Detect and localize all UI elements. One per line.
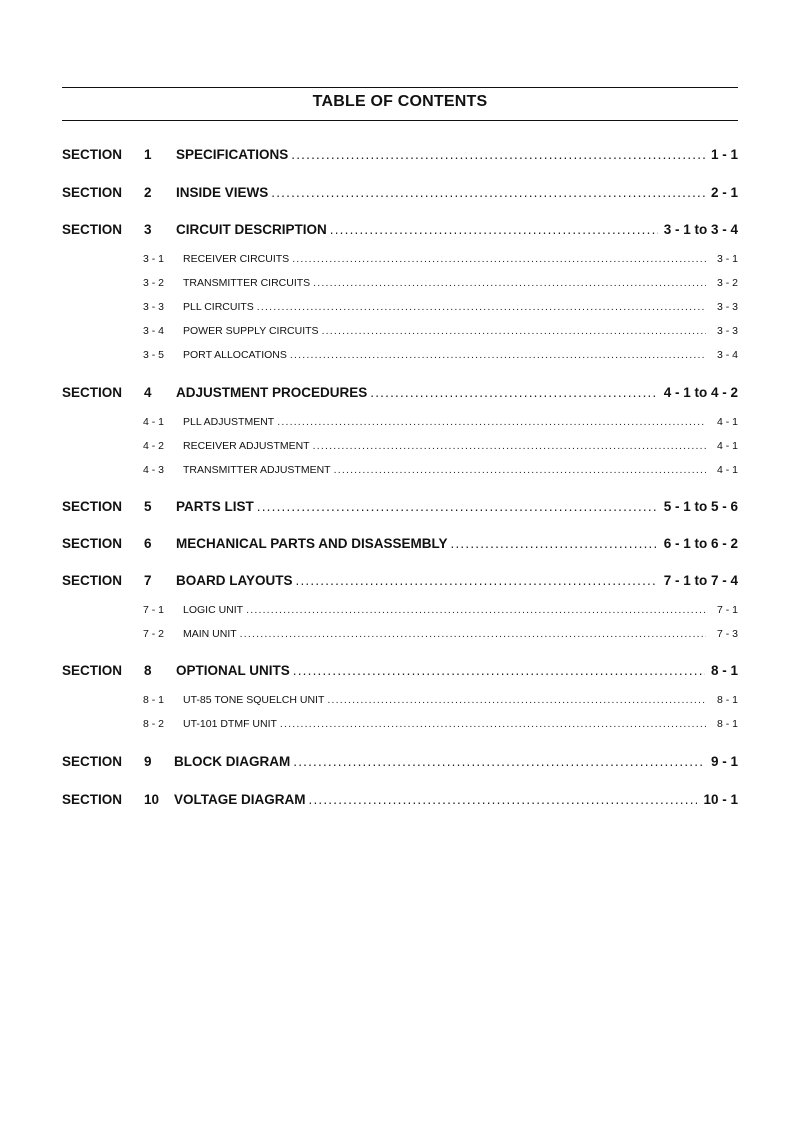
subsection-number: 7 - 1 (143, 604, 165, 616)
subsection-number: 4 - 2 (143, 440, 165, 452)
section-number: 3 (144, 222, 152, 237)
dot-leader (257, 497, 658, 517)
dot-leader (313, 275, 706, 291)
section-title: ADJUSTMENT PROCEDURES (176, 385, 368, 400)
section-label: SECTION (62, 536, 123, 551)
toc-subsection-4-3[interactable] (143, 462, 738, 478)
section-page: 1 - 1 (710, 147, 738, 162)
section-page: 3 - 1 to 3 - 4 (663, 222, 738, 237)
subsection-number: 8 - 1 (143, 694, 165, 706)
subsection-number: 3 - 4 (143, 325, 165, 337)
toc-subsection-4-1[interactable] (143, 414, 738, 430)
subsection-page: 3 - 2 (716, 277, 738, 289)
section-number: 2 (144, 185, 152, 200)
subsection-title: MAIN UNIT (183, 628, 237, 640)
section-label: SECTION (62, 385, 123, 400)
toc-section-9[interactable] (62, 752, 738, 772)
section-page: 8 - 1 (710, 663, 738, 678)
toc-section-7[interactable] (62, 571, 738, 591)
section-page: 9 - 1 (710, 754, 738, 769)
subsection-number: 4 - 3 (143, 464, 165, 476)
section-number: 4 (144, 385, 152, 400)
section-number: 1 (144, 147, 152, 162)
section-number: 10 (144, 792, 160, 807)
subsection-page: 4 - 1 (716, 464, 738, 476)
section-page: 10 - 1 (703, 792, 738, 807)
toc-section-8[interactable] (62, 661, 738, 681)
dot-leader (280, 716, 706, 732)
section-title: CIRCUIT DESCRIPTION (176, 222, 327, 237)
section-title: SPECIFICATIONS (176, 147, 289, 162)
section-label: SECTION (62, 663, 123, 678)
dot-leader (277, 414, 706, 430)
subsection-title: UT-101 DTMF UNIT (183, 718, 277, 730)
toc-subsection-7-2[interactable] (143, 626, 738, 642)
section-page: 6 - 1 to 6 - 2 (663, 536, 738, 551)
dot-leader (309, 790, 698, 810)
subsection-title: TRANSMITTER ADJUSTMENT (183, 464, 331, 476)
section-title: INSIDE VIEWS (176, 185, 269, 200)
section-title: OPTIONAL UNITS (176, 663, 290, 678)
subsection-title: POWER SUPPLY CIRCUITS (183, 325, 319, 337)
subsection-number: 3 - 3 (143, 301, 165, 313)
title-rule (62, 120, 738, 121)
section-page: 4 - 1 to 4 - 2 (663, 385, 738, 400)
toc-section-5[interactable] (62, 497, 738, 517)
section-title: BOARD LAYOUTS (176, 573, 293, 588)
section-number: 6 (144, 536, 152, 551)
dot-leader (330, 220, 658, 240)
toc-subsection-7-1[interactable] (143, 602, 738, 618)
subsection-title: PORT ALLOCATIONS (183, 349, 287, 361)
toc-section-10[interactable] (62, 790, 738, 810)
section-title: VOLTAGE DIAGRAM (174, 792, 306, 807)
toc-subsection-3-3[interactable] (143, 299, 738, 315)
dot-leader (292, 251, 706, 267)
dot-leader (293, 752, 705, 772)
toc-section-6[interactable] (62, 534, 738, 554)
section-title: PARTS LIST (176, 499, 254, 514)
section-title: MECHANICAL PARTS AND DISASSEMBLY (176, 536, 448, 551)
subsection-title: PLL CIRCUITS (183, 301, 254, 313)
subsection-page: 7 - 1 (716, 604, 738, 616)
subsection-number: 8 - 2 (143, 718, 165, 730)
toc-subsection-8-1[interactable] (143, 692, 738, 708)
dot-leader (293, 661, 705, 681)
section-label: SECTION (62, 222, 123, 237)
toc-subsection-3-4[interactable] (143, 323, 738, 339)
section-label: SECTION (62, 185, 123, 200)
section-number: 8 (144, 663, 152, 678)
subsection-title: UT-85 TONE SQUELCH UNIT (183, 694, 325, 706)
subsection-title: RECEIVER ADJUSTMENT (183, 440, 310, 452)
toc-subsection-3-1[interactable] (143, 251, 738, 267)
dot-leader (246, 602, 706, 618)
dot-leader (313, 438, 706, 454)
toc-section-3[interactable] (62, 220, 738, 240)
section-label: SECTION (62, 147, 123, 162)
subsection-page: 7 - 3 (716, 628, 738, 640)
subsection-page: 4 - 1 (716, 416, 738, 428)
section-page: 7 - 1 to 7 - 4 (663, 573, 738, 588)
subsection-number: 3 - 1 (143, 253, 165, 265)
subsection-number: 3 - 2 (143, 277, 165, 289)
toc-section-2[interactable] (62, 183, 738, 203)
dot-leader (291, 145, 705, 165)
toc-subsection-8-2[interactable] (143, 716, 738, 732)
dot-leader (370, 383, 657, 403)
top-rule (62, 87, 738, 88)
dot-leader (257, 299, 706, 315)
section-label: SECTION (62, 499, 123, 514)
section-number: 7 (144, 573, 152, 588)
subsection-page: 8 - 1 (716, 718, 738, 730)
section-label: SECTION (62, 792, 123, 807)
toc-section-1[interactable] (62, 145, 738, 165)
subsection-title: RECEIVER CIRCUITS (183, 253, 290, 265)
dot-leader (327, 692, 706, 708)
dot-leader (451, 534, 658, 554)
subsection-number: 7 - 2 (143, 628, 165, 640)
subsection-page: 3 - 1 (716, 253, 738, 265)
dot-leader (334, 462, 706, 478)
subsection-title: TRANSMITTER CIRCUITS (183, 277, 311, 289)
subsection-page: 8 - 1 (716, 694, 738, 706)
toc-subsection-3-5[interactable] (143, 347, 738, 363)
section-page: 5 - 1 to 5 - 6 (663, 499, 738, 514)
section-number: 5 (144, 499, 152, 514)
subsection-title: LOGIC UNIT (183, 604, 244, 616)
subsection-title: PLL ADJUSTMENT (183, 416, 275, 428)
section-label: SECTION (62, 754, 123, 769)
dot-leader (240, 626, 706, 642)
toc-subsection-4-2[interactable] (143, 438, 738, 454)
subsection-page: 3 - 4 (716, 349, 738, 361)
subsection-page: 3 - 3 (716, 325, 738, 337)
dot-leader (296, 571, 658, 591)
dot-leader (322, 323, 706, 339)
toc-section-4[interactable] (62, 383, 738, 403)
section-title: BLOCK DIAGRAM (174, 754, 291, 769)
page-title: TABLE OF CONTENTS (312, 93, 488, 110)
section-number: 9 (144, 754, 152, 769)
dot-leader (290, 347, 706, 363)
subsection-page: 3 - 3 (716, 301, 738, 313)
dot-leader (271, 183, 705, 203)
subsection-number: 4 - 1 (143, 416, 165, 428)
subsection-number: 3 - 5 (143, 349, 165, 361)
section-label: SECTION (62, 573, 123, 588)
section-page: 2 - 1 (710, 185, 738, 200)
toc-subsection-3-2[interactable] (143, 275, 738, 291)
subsection-page: 4 - 1 (716, 440, 738, 452)
